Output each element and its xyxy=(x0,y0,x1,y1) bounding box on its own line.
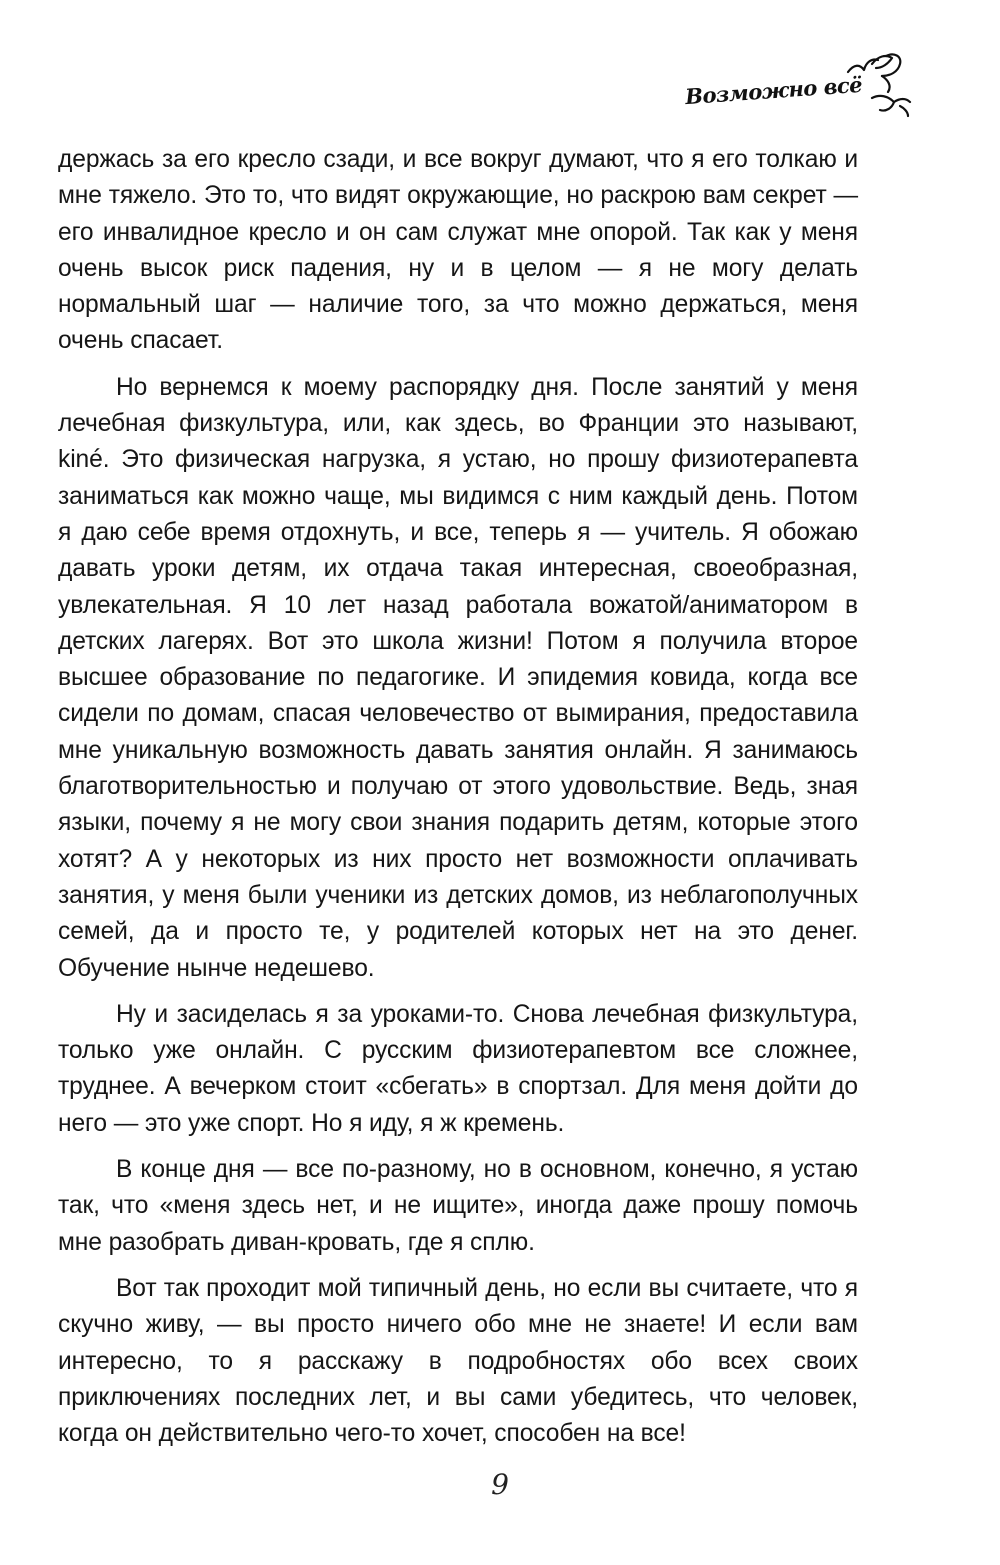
page-number: 9 xyxy=(491,1468,509,1501)
paragraph: Ну и засиделась я за уроками-то. Снова лечебная физкультура, только уже онлайн. С русским физиотерапевтом все сложнее, труднее. А вечерком стоит «сбегать» в спортзал. Для меня дойти до него — это уже спорт. Но я иду, я ж кремень. xyxy=(58,1000,858,1137)
paragraph: В конце дня — все по-разному, но в основном, конечно, я устаю так, что «меня здесь нет, и не ищите», иногда даже прошу помочь мне разобрать диван-кровать, где я сплю. xyxy=(58,1156,858,1256)
running-title: Возможно всё xyxy=(684,71,863,110)
paragraph: Но вернемся к моему распорядку дня. После занятий у меня лечебная физкультура, или, как здесь, во Франции это называют, kiné. Это физическая нагрузка, я устаю, но прошу физиотерапевта заниматься как можно чаще, мы видимся с ним каждый день. Потом я даю себе время отдохнуть, и все, теперь я — учитель. Я обожаю давать уроки детям, их отдача такая интересная, своеобразная, увлекательная. Я 10 лет назад работала вожатой/аниматором в детских лагерях. Вот это школа жизни! Потом я получила второе высшее образование по педагогике. И эпидемия ковида, когда все сидели по домам, спасая человечество от вымирания, предоставила мне уникальную возможность давать занятия онлайн. Я занимаюсь благотворительностью и получаю от этого удовольствие. Ведь, зная языки, почему я не могу свои знания подарить детям, которые этого хотят? А у некоторых из них просто нет возможности оплачивать занятия, у меня были ученики из детских домов, из неблагополучных семей, да и просто те, у родителей которых нет на это денег. Обучение нынче недешево. xyxy=(58,373,858,982)
paragraph: Вот так проходит мой типичный день, но если вы считаете, что я скучно живу, — вы просто ничего обо мне не знаете! И если вам интересно, то я расскажу в подробностях обо всех своих приключениях последних лет, и вы сами убедитесь, что человек, когда он действительно чего-то хочет, способен на все! xyxy=(58,1274,858,1448)
running-head xyxy=(684,50,912,130)
paragraph: держась за его кресло сзади, и все вокруг думают, что я его толкаю и мне тяжело. Это то, что видят окружающие, но раскрою вам секрет — его инвалидное кресло и он сам служат мне опорой. Так как у меня очень высок риск падения, ну и в целом — я не могу делать нормальный шаг — наличие того, за что можно держаться, меня очень спасает. xyxy=(58,146,858,355)
main-text xyxy=(58,142,858,1462)
birds-icon xyxy=(842,50,912,120)
